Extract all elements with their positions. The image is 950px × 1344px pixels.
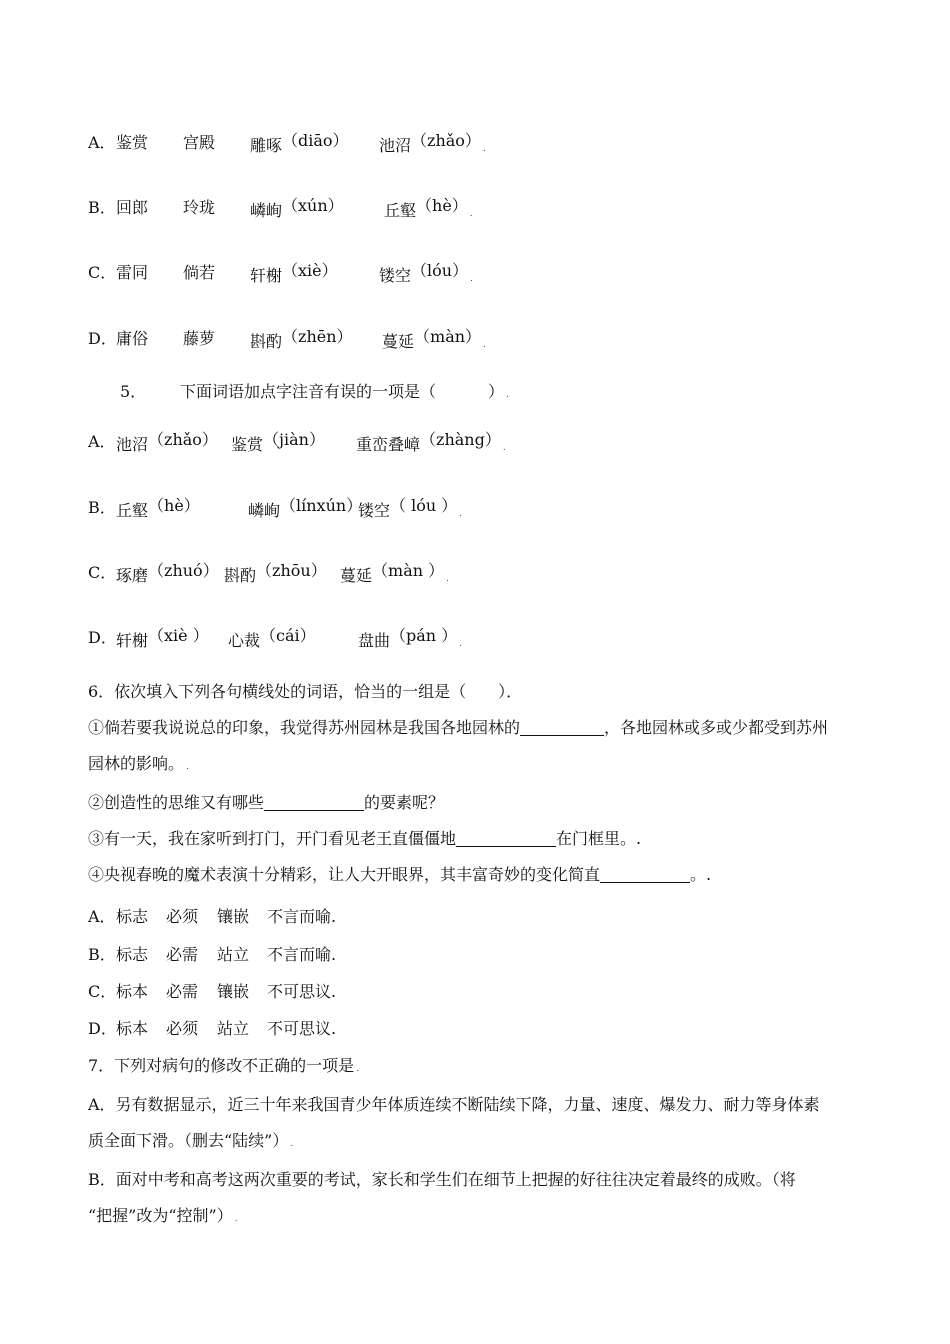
word: 不言而喻.: [267, 945, 337, 964]
dotted-item: 蔓延（màn ） .: [340, 561, 449, 585]
dotted-word: 斟酌（zhēn）: [250, 327, 353, 351]
sentence-4: ④央视春晚的魔术表演十分精彩，让人大开眼界，其丰富奇妙的变化简直 。.: [88, 865, 712, 884]
word: 回郎: [116, 198, 149, 217]
dotted-word: 池沼（zhǎo） .: [379, 131, 486, 155]
option-label: B．: [88, 198, 116, 217]
dotted-word: 镂空（lóu） .: [379, 261, 473, 285]
question-text: 6．依次填入下列各句横线处的词语，恰当的一组是（ ）．: [88, 682, 523, 701]
q6-option-a[interactable]: [88, 907, 337, 927]
q4-option-b[interactable]: [88, 196, 473, 220]
word: 必须: [166, 907, 199, 926]
blank-1[interactable]: [520, 719, 604, 736]
option-label: A．: [88, 432, 116, 451]
question-text: 7．下列对病句的修改不正确的一项是 .: [88, 1056, 360, 1075]
word: 不可思议.: [267, 982, 337, 1001]
q4-option-a[interactable]: [88, 131, 486, 155]
dotted-item: 鉴赏（jiàn）: [231, 430, 325, 454]
dotted-item: 琢磨（zhuó）: [116, 561, 219, 585]
dotted-item: 镂空（ lóu ） .: [358, 496, 463, 520]
answer-close: ） .: [488, 382, 509, 401]
dotted-item: 轩榭（xiè ）: [116, 626, 209, 650]
option-label: A．: [88, 907, 116, 926]
word: 标本: [116, 1019, 149, 1038]
dotted-item: 丘壑（hè）: [116, 496, 200, 520]
q5-option-d[interactable]: [88, 626, 463, 650]
dotted-item: 心裁（cái）: [228, 626, 316, 650]
q5-option-a[interactable]: [88, 430, 506, 454]
q5-option-b[interactable]: [88, 496, 463, 520]
word: 必需: [166, 982, 199, 1001]
word: 不言而喻.: [267, 907, 337, 926]
q6-block: [88, 674, 868, 893]
option-label: C．: [88, 982, 117, 1001]
word: 标志: [116, 945, 149, 964]
word: 必须: [166, 1019, 199, 1038]
sentence-2: ②创造性的思维又有哪些 的要素呢？: [88, 793, 445, 812]
word: 玲珑: [183, 198, 216, 217]
word: 标志: [116, 907, 149, 926]
q7-option-b-cont: “把握”改为“控制”） .: [88, 1206, 238, 1225]
sentence-1-cont: 园林的影响。 .: [88, 754, 189, 773]
word: 站立: [217, 1019, 250, 1038]
q4-option-c[interactable]: [88, 261, 473, 285]
q4-option-d[interactable]: [88, 327, 486, 351]
word: 藤萝: [183, 329, 216, 348]
sentence-3: ③有一天，我在家听到打门，开门看见老王直僵僵地 在门框里。.: [88, 829, 642, 848]
dotted-item: 盘曲（pán ） .: [358, 626, 463, 650]
word: 镶嵌: [217, 982, 250, 1001]
q5-option-c[interactable]: [88, 561, 449, 585]
option-label: B．: [88, 498, 116, 517]
q6-option-c[interactable]: [88, 982, 337, 1002]
option-label: A．: [88, 133, 116, 152]
blank-3[interactable]: [456, 830, 556, 847]
dotted-word: 嶙峋（xún）: [250, 196, 344, 220]
q6-option-b[interactable]: [88, 945, 337, 965]
option-label: C．: [88, 263, 117, 282]
word: 鉴赏: [116, 133, 149, 152]
word: 站立: [217, 945, 250, 964]
word: 庸俗: [116, 329, 149, 348]
option-label: D．: [88, 628, 117, 647]
dotted-word: 蔓延（màn） .: [382, 327, 486, 351]
word: 镶嵌: [217, 907, 250, 926]
dotted-word: 雕啄（diāo）: [250, 131, 349, 155]
word: 倘若: [183, 263, 216, 282]
q7-option-a-cont: 质全面下滑。（删去“陆续”） .: [88, 1131, 294, 1150]
q7-option-a[interactable]: A．另有数据显示，近三十年来我国青少年体质连续不断陆续下降，力量、速度、爆发力、耐力等身体素: [88, 1095, 820, 1114]
word: 必需: [166, 945, 199, 964]
dotted-item: 斟酌（zhōu）: [224, 561, 327, 585]
option-label: D．: [88, 1019, 117, 1038]
option-label: B．: [88, 945, 116, 964]
word: 不可思议.: [267, 1019, 337, 1038]
dotted-item: 嶙峋（línxún）: [248, 496, 363, 520]
sentence-1: ①倘若要我说说总的印象，我觉得苏州园林是我国各地园林的 ，各地园林或多或少都受到苏州: [88, 718, 829, 737]
dotted-item: 重峦叠嶂（zhàng） .: [356, 430, 506, 454]
q6-option-d[interactable]: [88, 1019, 337, 1039]
option-label: C．: [88, 563, 117, 582]
q7-option-b[interactable]: B．面对中考和高考这两次重要的考试，家长和学生们在细节上把握的好往往决定着最终的成败。（将: [88, 1170, 796, 1189]
question-number: 5．: [120, 382, 147, 401]
dotted-word: 丘壑（hè） .: [384, 196, 473, 220]
blank-2[interactable]: [264, 794, 364, 811]
word: 标本: [116, 982, 149, 1001]
dotted-word: 轩榭（xiè）: [250, 261, 338, 285]
dotted-item: 池沼（zhǎo）: [116, 430, 218, 454]
blank-4[interactable]: [600, 866, 690, 883]
question-text: 下面词语加点字注音有误的一项是（: [180, 382, 437, 401]
word: 雷同: [116, 263, 149, 282]
q7-block: [88, 1048, 868, 1237]
option-label: D．: [88, 329, 117, 348]
word: 宫殿: [183, 133, 216, 152]
